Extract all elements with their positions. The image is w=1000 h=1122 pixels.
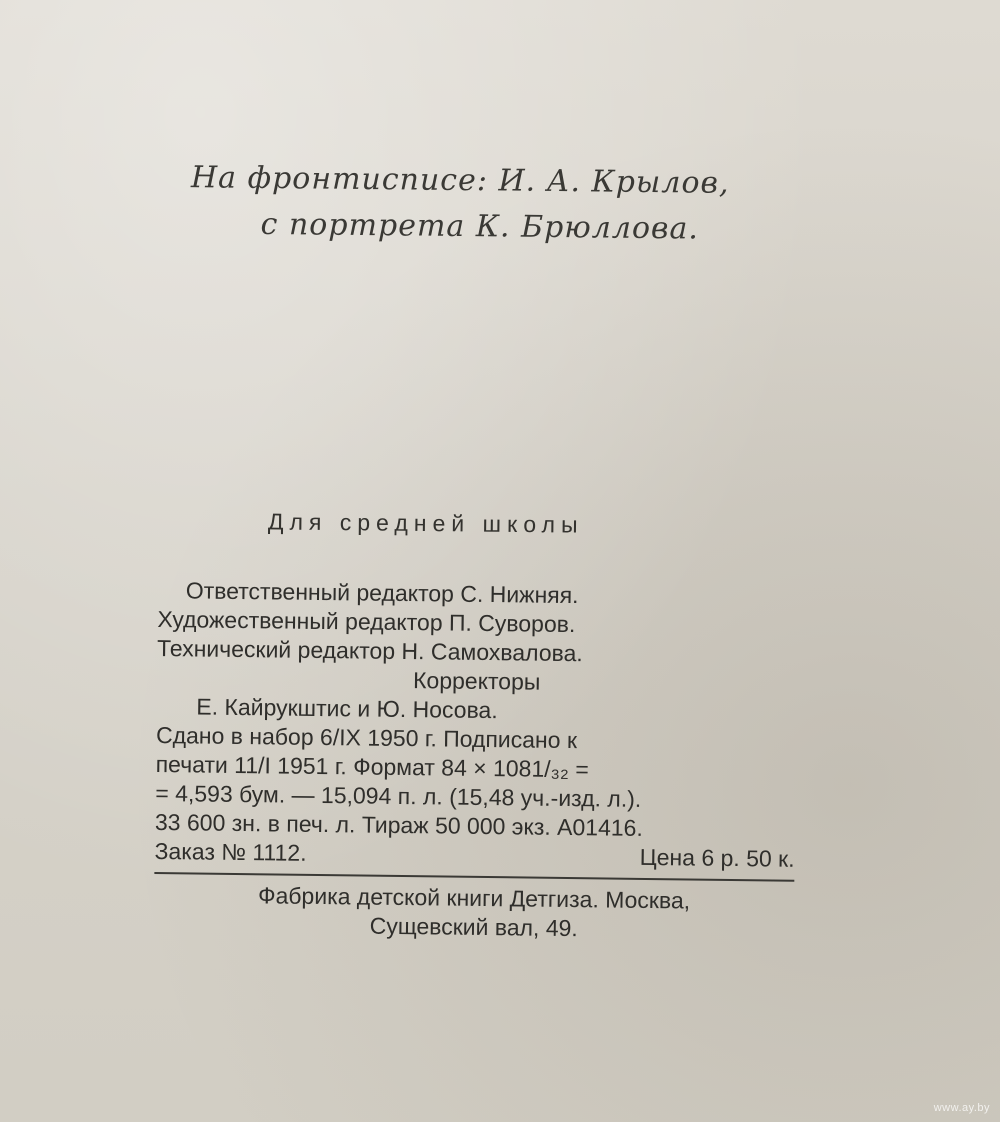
factory-line-1: Фабрика детской книги Детгиза. Москва,	[257, 882, 691, 914]
circulation-line: 33 600 зн. в печ. л. Тираж 50 000 экз. А01416.	[154, 808, 643, 841]
frontispiece-note	[150, 155, 771, 253]
price: Цена 6 р. 50 к.	[639, 843, 795, 872]
frontispiece-line-2: с портрета К. Брюллова.	[260, 206, 700, 247]
tech-editor: Технический редактор Н. Самохвалова.	[156, 634, 583, 667]
sheets-line: = 4,593 бум. — 15,094 п. л. (15,48 уч.-изд. л.).	[155, 779, 642, 812]
typeset-date-line: Сдано в набор 6/IX 1950 г. Подписано к	[155, 721, 578, 754]
order-number: Заказ № 1112.	[154, 837, 307, 866]
print-format-line: печати 11/I 1951 г. Формат 84 × 1081/₃₂ =	[155, 750, 589, 783]
responsible-editor: Ответственный редактор С. Нижняя.	[185, 577, 579, 609]
factory-line-2: Сущевский вал, 49.	[369, 912, 578, 942]
frontispiece-line-1: На фронтисписе: И. А. Крылов,	[190, 160, 730, 201]
art-editor: Художественный редактор П. Суворов.	[157, 605, 576, 638]
correctors-names: Е. Кайрукштис и Ю. Носова.	[196, 693, 498, 724]
correctors-heading: Корректоры	[412, 667, 541, 695]
site-watermark: www.ay.by	[933, 1102, 990, 1114]
audience-label: Для средней школы	[267, 508, 584, 538]
imprint-block	[154, 576, 798, 946]
